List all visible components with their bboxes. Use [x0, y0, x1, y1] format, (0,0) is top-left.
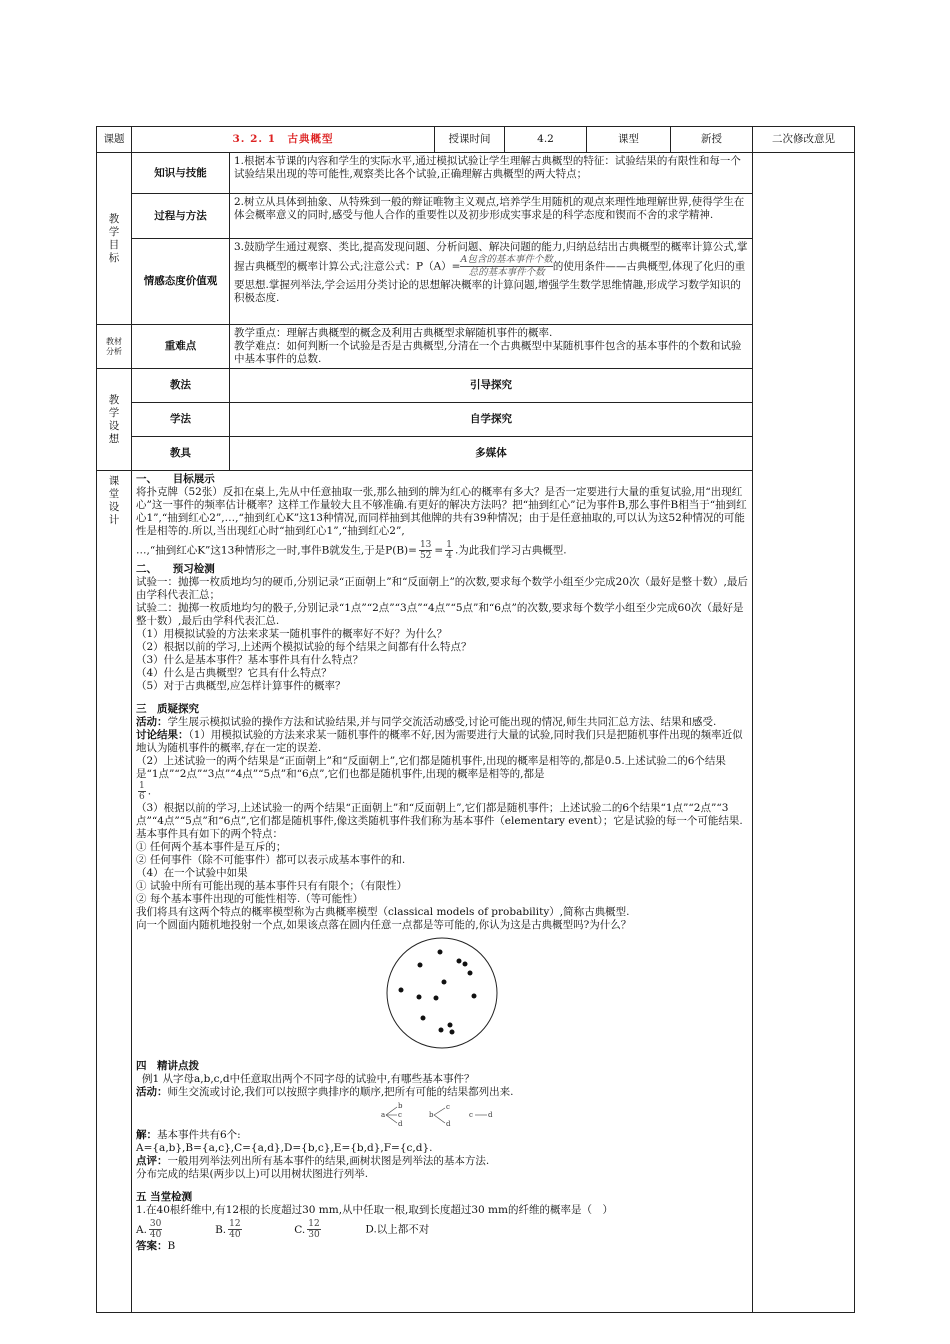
point [434, 996, 439, 1001]
tool-value: 多媒体 [230, 437, 753, 471]
s2-question-4: （4）什么是古典概型？它具有什么特点？ [136, 667, 332, 679]
s3-point-5: ① 任何两个基本事件是互斥的； [136, 841, 287, 853]
lesson-title: 3. 2. 1 古典概型 [132, 127, 435, 153]
s3-point-4: 基本事件具有如下的两个特点： [136, 828, 283, 840]
s4-activity: 活动：师生交流或讨论,我们可以按照字典排序的顺序,把所有可能的结果都列出来. [136, 1086, 514, 1098]
tree-diagram-svg [381, 1101, 581, 1131]
goal-knowledge-row [97, 153, 855, 194]
lesson-plan-table [96, 126, 855, 1313]
tree-node-c: c [446, 1103, 450, 1111]
s3-point-11: 向一个圆面内随机地投射一个点,如果该点落在圆内任意一点都是等可能的,你认为这是古典概型吗?为什么？ [136, 919, 632, 931]
tree-node-d: d [398, 1120, 403, 1128]
point [438, 950, 443, 955]
tree-node-a: a [381, 1111, 386, 1119]
tree-node-d: d [488, 1111, 493, 1119]
s5-title: 五 当堂检测 [136, 1191, 193, 1203]
s4-solution: 解：基本事件共有6个: [136, 1129, 241, 1141]
learn-row [97, 403, 855, 437]
process-text: 2.树立从具体到抽象、从特殊到一般的辩证唯物主义观点,培养学生用随机的观点来理性地理解世界,使得学生在体会概率意义的同时,感受与他人合作的重要性以及初步形成实事求是的科学态度和锲而不舍的求学精神. [230, 194, 753, 239]
learn-value: 自学探究 [230, 403, 753, 437]
key-text: 教学重点：理解古典概型的概念及利用古典概型求解随机事件的概率. 教学难点：如何判断一个试验是否是古典概型,分清在一个古典概型中某随机事件包含的基本事件的个数和试验中基本事件的总数. [230, 325, 753, 369]
course-section-label: 课堂设计 [97, 471, 132, 1313]
tree-diagram [136, 1099, 748, 1129]
tree-node-c: c [398, 1111, 402, 1119]
method-value: 引导探究 [230, 369, 753, 403]
tree-branch [434, 1115, 445, 1123]
header-row [97, 127, 855, 153]
analysis-section-label: 教材分析 [97, 325, 132, 369]
s3-point-9: ② 每个基本事件出现的可能性相等.（等可能性） [136, 893, 364, 905]
point [448, 1023, 453, 1028]
goal-emotion-row [97, 239, 855, 325]
s3-point-10: 我们将具有这两个特点的概率模型称为古典概率模型（classical models of probability）,简称古典概型. [136, 906, 630, 918]
knowledge-label: 知识与技能 [132, 153, 230, 194]
tool-row [97, 437, 855, 471]
point [463, 962, 468, 967]
point [399, 988, 404, 993]
s2-experiment-2: 试验二：抛掷一枚质地均匀的骰子,分别记录“1点”“2点”“3点”“4点”“5点”和“6点”的次数,要求每个数学小组至少完成60次（最好是整十数）,最后由学科代表汇总. [136, 602, 744, 627]
random-points-circle [384, 934, 504, 1052]
fraction-12-30: $\frac{12}{30}$ [308, 1219, 320, 1240]
circle-figure [136, 932, 748, 1052]
tree-node-c: c [469, 1111, 473, 1119]
s2-question-3: （3）什么是基本事件？基本事件具有什么特点？ [136, 654, 364, 666]
point [439, 1028, 444, 1033]
point [472, 994, 477, 999]
s1-title: 一、 目标展示 [136, 473, 215, 485]
tree-branch [386, 1107, 397, 1115]
s2-title: 二、 预习检测 [136, 563, 215, 575]
point [468, 971, 473, 976]
s3-title: 三 质疑探究 [136, 703, 199, 715]
goals-section-label: 教学目标 [97, 153, 132, 325]
point [442, 980, 447, 985]
process-label: 过程与方法 [132, 194, 230, 239]
s3-discussion: 讨论结果：（1）用模拟试验的方法来求某一随机事件的概率不好,因为需要进行大量的试验,同时我们只是把随机事件出现的频率近似地认为随机事件的概率,存在一定的误差. [136, 729, 743, 754]
tool-label: 教具 [132, 437, 230, 471]
course-content [132, 471, 753, 1313]
fraction-1-4: $\frac{1}{4}$ [446, 540, 452, 561]
time-value: 4.2 [505, 127, 587, 153]
tree-node-d: d [446, 1120, 451, 1128]
s4-solution-list: A={a,b},B={a,c},C={a,d},D={b,c},E={b,d},F={c,d}. [136, 1142, 433, 1154]
type-label: 课型 [587, 127, 671, 153]
point [450, 1030, 455, 1035]
emotion-label: 情感态度价值观 [132, 239, 230, 325]
tree-branch [434, 1108, 445, 1115]
type-value: 新授 [671, 127, 753, 153]
tree-branch [386, 1115, 397, 1123]
method-label: 教法 [132, 369, 230, 403]
s1-paragraph-2: …,“抽到红心K”这13种情形之一时,事件B就发生,于是P(B)= $\frac{13}{52}$ = $\frac{1}{4}$ .为此我们学习古典概型. [136, 540, 567, 561]
s3-point-8: ① 试验中所有可能出现的基本事件只有有限个；（有限性） [136, 880, 408, 892]
learn-label: 学法 [132, 403, 230, 437]
time-label: 授课时间 [435, 127, 505, 153]
s5-question: 1.在40根纤维中,有12根的长度超过30 mm,从中任取一根,取到长度超过30 mm的纤维的概率是（ ） [136, 1204, 613, 1216]
option-c: C. $\frac{12}{30}$ [294, 1219, 320, 1240]
revision-column [753, 153, 855, 1313]
method-row [97, 369, 855, 403]
analysis-row [97, 325, 855, 369]
point [457, 959, 462, 964]
fraction-13-52: $\frac{13}{52}$ [419, 540, 432, 561]
s3-activity: 活动：学生展示模拟试验的操作方法和试验结果,并与同学交流活动感受,讨论可能出现的情况,师生共同汇总方法、结果和感受. [136, 716, 717, 728]
tree-node-b: b [429, 1111, 434, 1119]
option-a: A. $\frac{30}{40}$ [136, 1219, 162, 1240]
emotion-text: 3.鼓励学生通过观察、类比,提高发现问题、分析问题、解决问题的能力,归纳总结出古典概型的概率计算公式,掌握古典概型的概率计算公式;注意公式：P（A）= A包含的基本事件个数 总的基本事件个数 的使用条件——古典概型,体现了化归的重要思想.掌握列举法,学会运用分类讨论的思想解决概率的计算问题,增强学生数学思维情趣,形成学习数学知识的积极态度. [230, 239, 753, 325]
point [418, 963, 423, 968]
point [417, 995, 422, 1000]
s4-title: 四 精讲点拨 [136, 1060, 199, 1072]
course-row [97, 471, 855, 1313]
option-b: B. $\frac{12}{40}$ [215, 1219, 241, 1240]
key-label: 重难点 [132, 325, 230, 369]
s3-point-6: ② 任何事件（除不可能事件）都可以表示成基本事件的和. [136, 854, 406, 866]
option-d: D.以上都不对 [365, 1223, 430, 1236]
tree-node-b: b [398, 1102, 403, 1110]
fraction-12-40: $\frac{12}{40}$ [229, 1219, 241, 1240]
fraction-30-40: $\frac{30}{40}$ [149, 1219, 162, 1240]
s4-review: 点评：一般用列举法列出所有基本事件的结果,画树状图是列举法的基本方法. [136, 1155, 490, 1167]
s5-options [136, 1219, 748, 1240]
s1-paragraph: 将扑克牌（52张）反扣在桌上,先从中任意抽取一张,那么抽到的牌为红心的概率有多大？是否一定要进行大量的重复试验,用“出现红心”这一事件的频率估计概率？这样工作量较大且不够准确.有更好的解决方法吗？把“抽到红心”记为事件B,那么事件B相当于“抽到红心1”,“抽到红心2”,…,“抽到红心K”这13种情况,而同样抽到其他牌的共有39种情况；由于是任意抽取的,可以认为这52种情况的可能性是相等的.所以,当出现红心时“抽到红心1”,“抽到红心2”, [136, 486, 747, 537]
s3-point-3: （3）根据以前的学习,上述试验一的两个结果“正面朝上”和“反面朝上”,它们都是随机事件；上述试验二的6个结果“1点”“2点”“3点”“4点”“5点”和“6点”,它们都是随机事件,像这类随机事件我们称为基本事件（elementary event）；它是试验的每一个可能结果. [136, 802, 743, 827]
s3-point-2: （2）上述试验一的两个结果是“正面朝上”和“反面朝上”,它们都是随机事件,出现的概率是相等的,都是0.5.上述试验二的6个结果是“1点”“2点”“3点”“4点”“5点”和“6点”,它们也都是随机事件,出现的概率是相等的,都是 [136, 755, 726, 780]
s5-answer: 答案：B [136, 1240, 176, 1252]
revision-label: 二次修改意见 [753, 127, 855, 153]
s3-point-7: （4）在一个试验中如果 [136, 867, 248, 879]
topic-label: 课题 [97, 127, 132, 153]
knowledge-text: 1.根据本节课的内容和学生的实际水平,通过模拟试验让学生理解古典概型的特征：试验结果的有限性和每一个试验结果出现的等可能性,观察类比各个试验,正确理解古典概型的两大特点； [230, 153, 753, 194]
point [421, 1016, 426, 1021]
s4-example: 例1 从字母a,b,c,d中任意取出两个不同字母的试验中,有哪些基本事件？ [142, 1073, 475, 1085]
s2-experiment-1: 试验一：抛掷一枚质地均匀的硬币,分别记录“正面朝上”和“反面朝上”的次数,要求每个数学小组至少完成20次（最好是整十数）,最后由学科代表汇总； [136, 576, 748, 601]
fraction-1-6: $\frac{1}{6}$ [139, 781, 145, 802]
s3-fraction-line: $\frac{1}{6}$ . [139, 781, 152, 802]
s2-question-1: （1）用模拟试验的方法来求某一随机事件的概率好不好？为什么？ [136, 628, 448, 640]
s2-question-2: （2）根据以前的学习,上述两个模拟试验的每个结果之间都有什么特点？ [136, 641, 472, 653]
s2-question-5: （5）对于古典概型,应怎样计算事件的概率？ [136, 680, 346, 692]
goal-process-row [97, 194, 855, 239]
design-section-label: 教学设想 [97, 369, 132, 471]
probability-formula: A包含的基本事件个数 总的基本事件个数 [460, 254, 553, 278]
s4-review-2: 分布完成的结果(两步以上)可以用树状图进行列举. [136, 1168, 369, 1180]
